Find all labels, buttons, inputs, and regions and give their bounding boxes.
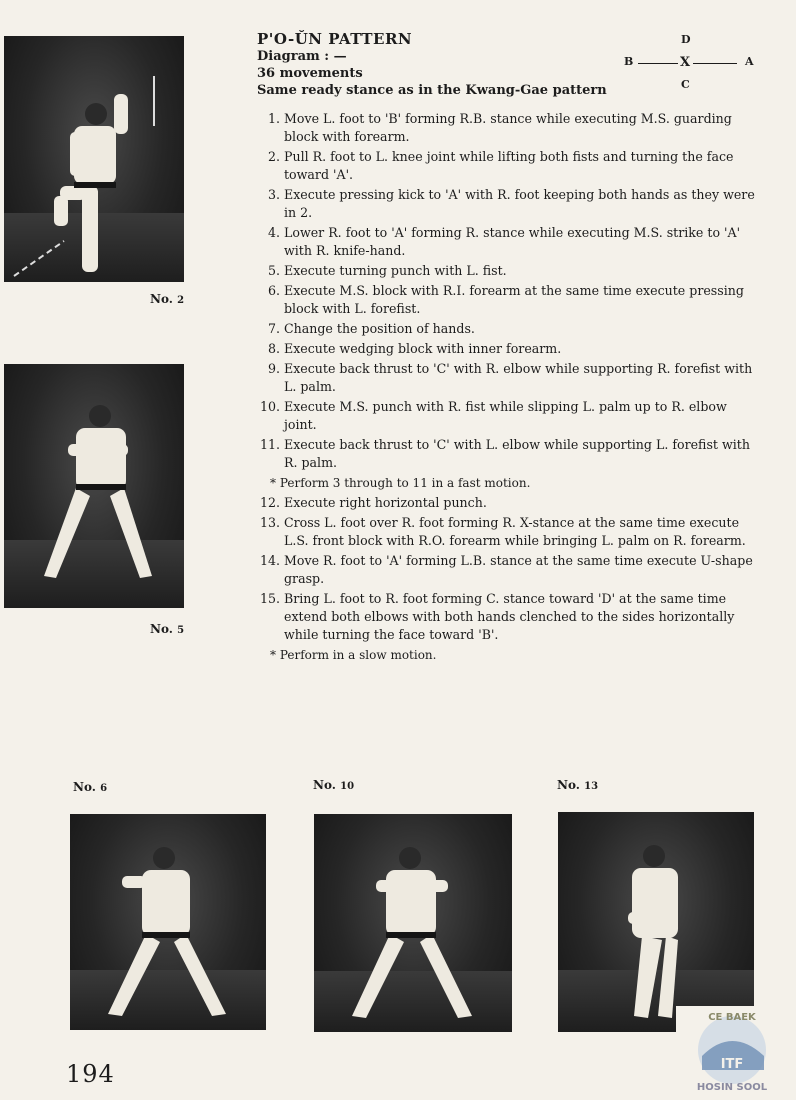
movement-text: Execute M.S. block with R.I. forearm at the same time execute pressing block with L. forefist. — [284, 283, 744, 316]
photo-move-2 — [4, 36, 184, 282]
movement-number: 11. — [259, 437, 280, 452]
movement-number: 15. — [259, 591, 280, 606]
movement-number: 2. — [267, 149, 280, 164]
diagram-point-b: B — [624, 55, 634, 68]
figure-wide-stance — [70, 814, 266, 1030]
page-title: P'O-ŬN PATTERN — [257, 30, 413, 48]
movement-item — [258, 148, 758, 184]
movement-item — [258, 552, 758, 588]
movement-number: 3. — [267, 187, 280, 202]
movement-note: * Perform in a slow motion. — [270, 648, 437, 662]
movement-item — [258, 398, 758, 434]
movement-item — [258, 436, 758, 472]
movement-item — [258, 494, 758, 512]
movement-item — [258, 224, 758, 260]
movement-text: Execute back thrust to 'C' with R. elbow while supporting R. forefist with L. palm. — [284, 361, 753, 394]
movement-text: Pull R. foot to L. knee joint while lifting both fists and turning the face toward 'A'. — [284, 149, 734, 182]
movement-number: 1. — [267, 111, 280, 126]
movement-number: 7. — [267, 321, 280, 336]
movement-number: 4. — [267, 225, 280, 240]
movement-number: 5. — [267, 263, 280, 278]
photo-caption-6: No. 6 — [73, 780, 108, 794]
photo-caption-5: No. 5 — [150, 622, 185, 636]
svg-text:CE BAEK: CE BAEK — [708, 1012, 756, 1023]
photo-move-10 — [314, 814, 512, 1032]
photo-move-6 — [70, 814, 266, 1030]
diagram-label: Diagram : — — [257, 49, 347, 64]
movement-text: Bring L. foot to R. foot forming C. stance toward 'D' at the same time extend both elbows with both hands clenched to the sides horizontally while turning the face toward 'B'. — [284, 591, 735, 642]
movement-number: 10. — [259, 399, 280, 414]
diagram-point-c: C — [681, 78, 690, 91]
ready-stance-note: Same ready stance as in the Kwang-Gae pattern — [257, 83, 607, 98]
photo-caption-13: No. 13 — [557, 778, 599, 792]
movement-text: Move L. foot to 'B' forming R.B. stance while executing M.S. guarding block with forearm. — [284, 111, 732, 144]
photo-caption-10: No. 10 — [313, 778, 355, 792]
pattern-heading — [257, 30, 607, 99]
movement-item — [258, 262, 758, 280]
movement-list — [258, 110, 758, 666]
figure-punch-stance — [4, 364, 184, 608]
movement-number: 6. — [267, 283, 280, 298]
movement-text: Execute pressing kick to 'A' with R. foot keeping both hands as they were in 2. — [284, 187, 755, 220]
movement-text: Move R. foot to 'A' forming L.B. stance at the same time execute U-shape grasp. — [284, 553, 753, 586]
movement-text: Lower R. foot to 'A' forming R. stance while executing M.S. strike to 'A' with R. knife-hand. — [284, 225, 741, 258]
photo-move-5 — [4, 364, 184, 608]
movement-number: 9. — [267, 361, 280, 376]
movement-item — [258, 360, 758, 396]
movement-count: 36 movements — [257, 66, 363, 81]
movement-item — [258, 186, 758, 222]
movement-number: 12. — [259, 495, 280, 510]
movement-text: Execute right horizontal punch. — [284, 495, 487, 510]
movement-item — [258, 282, 758, 318]
svg-text:ITF: ITF — [720, 1057, 744, 1072]
figure-knee-lift — [4, 36, 184, 282]
svg-text:HOSIN SOOL: HOSIN SOOL — [696, 1082, 768, 1093]
page-number: 194 — [66, 1060, 115, 1088]
movement-number: 8. — [267, 341, 280, 356]
movement-item — [258, 320, 758, 338]
figure-x-stance — [558, 812, 754, 1032]
movement-text: Execute wedging block with inner forearm. — [284, 341, 562, 356]
figure-elbow-stance — [314, 814, 512, 1032]
photo-move-13 — [558, 812, 754, 1032]
diagram-line-left — [638, 63, 678, 64]
movement-item — [258, 514, 758, 550]
movement-item — [258, 110, 758, 146]
movement-number: 14. — [259, 553, 280, 568]
movement-text: Execute turning punch with L. fist. — [284, 263, 507, 278]
movement-text: Execute back thrust to 'C' with L. elbow while supporting L. forefist with R. palm. — [284, 437, 750, 470]
movement-note: * Perform 3 through to 11 in a fast motion. — [270, 476, 531, 490]
diagram-center-x: X — [680, 55, 691, 70]
movement-text: Execute M.S. punch with R. fist while slipping L. palm up to R. elbow joint. — [284, 399, 727, 432]
diagram-line-right — [693, 63, 737, 64]
diagram-point-a: A — [745, 55, 754, 68]
hosin-sool-watermark — [676, 1006, 788, 1096]
watermark-logo — [676, 1006, 788, 1096]
diagram-point-d: D — [681, 33, 691, 46]
photo-caption-2: No. 2 — [150, 292, 185, 306]
movement-item — [258, 340, 758, 358]
movement-number: 13. — [259, 515, 280, 530]
direction-diagram — [618, 30, 768, 92]
movement-item — [258, 590, 758, 644]
movement-text: Cross L. foot over R. foot forming R. X-stance at the same time execute L.S. front block with R.O. forearm while bringing L. palm on R. forearm. — [284, 515, 746, 548]
movement-text: Change the position of hands. — [284, 321, 475, 336]
